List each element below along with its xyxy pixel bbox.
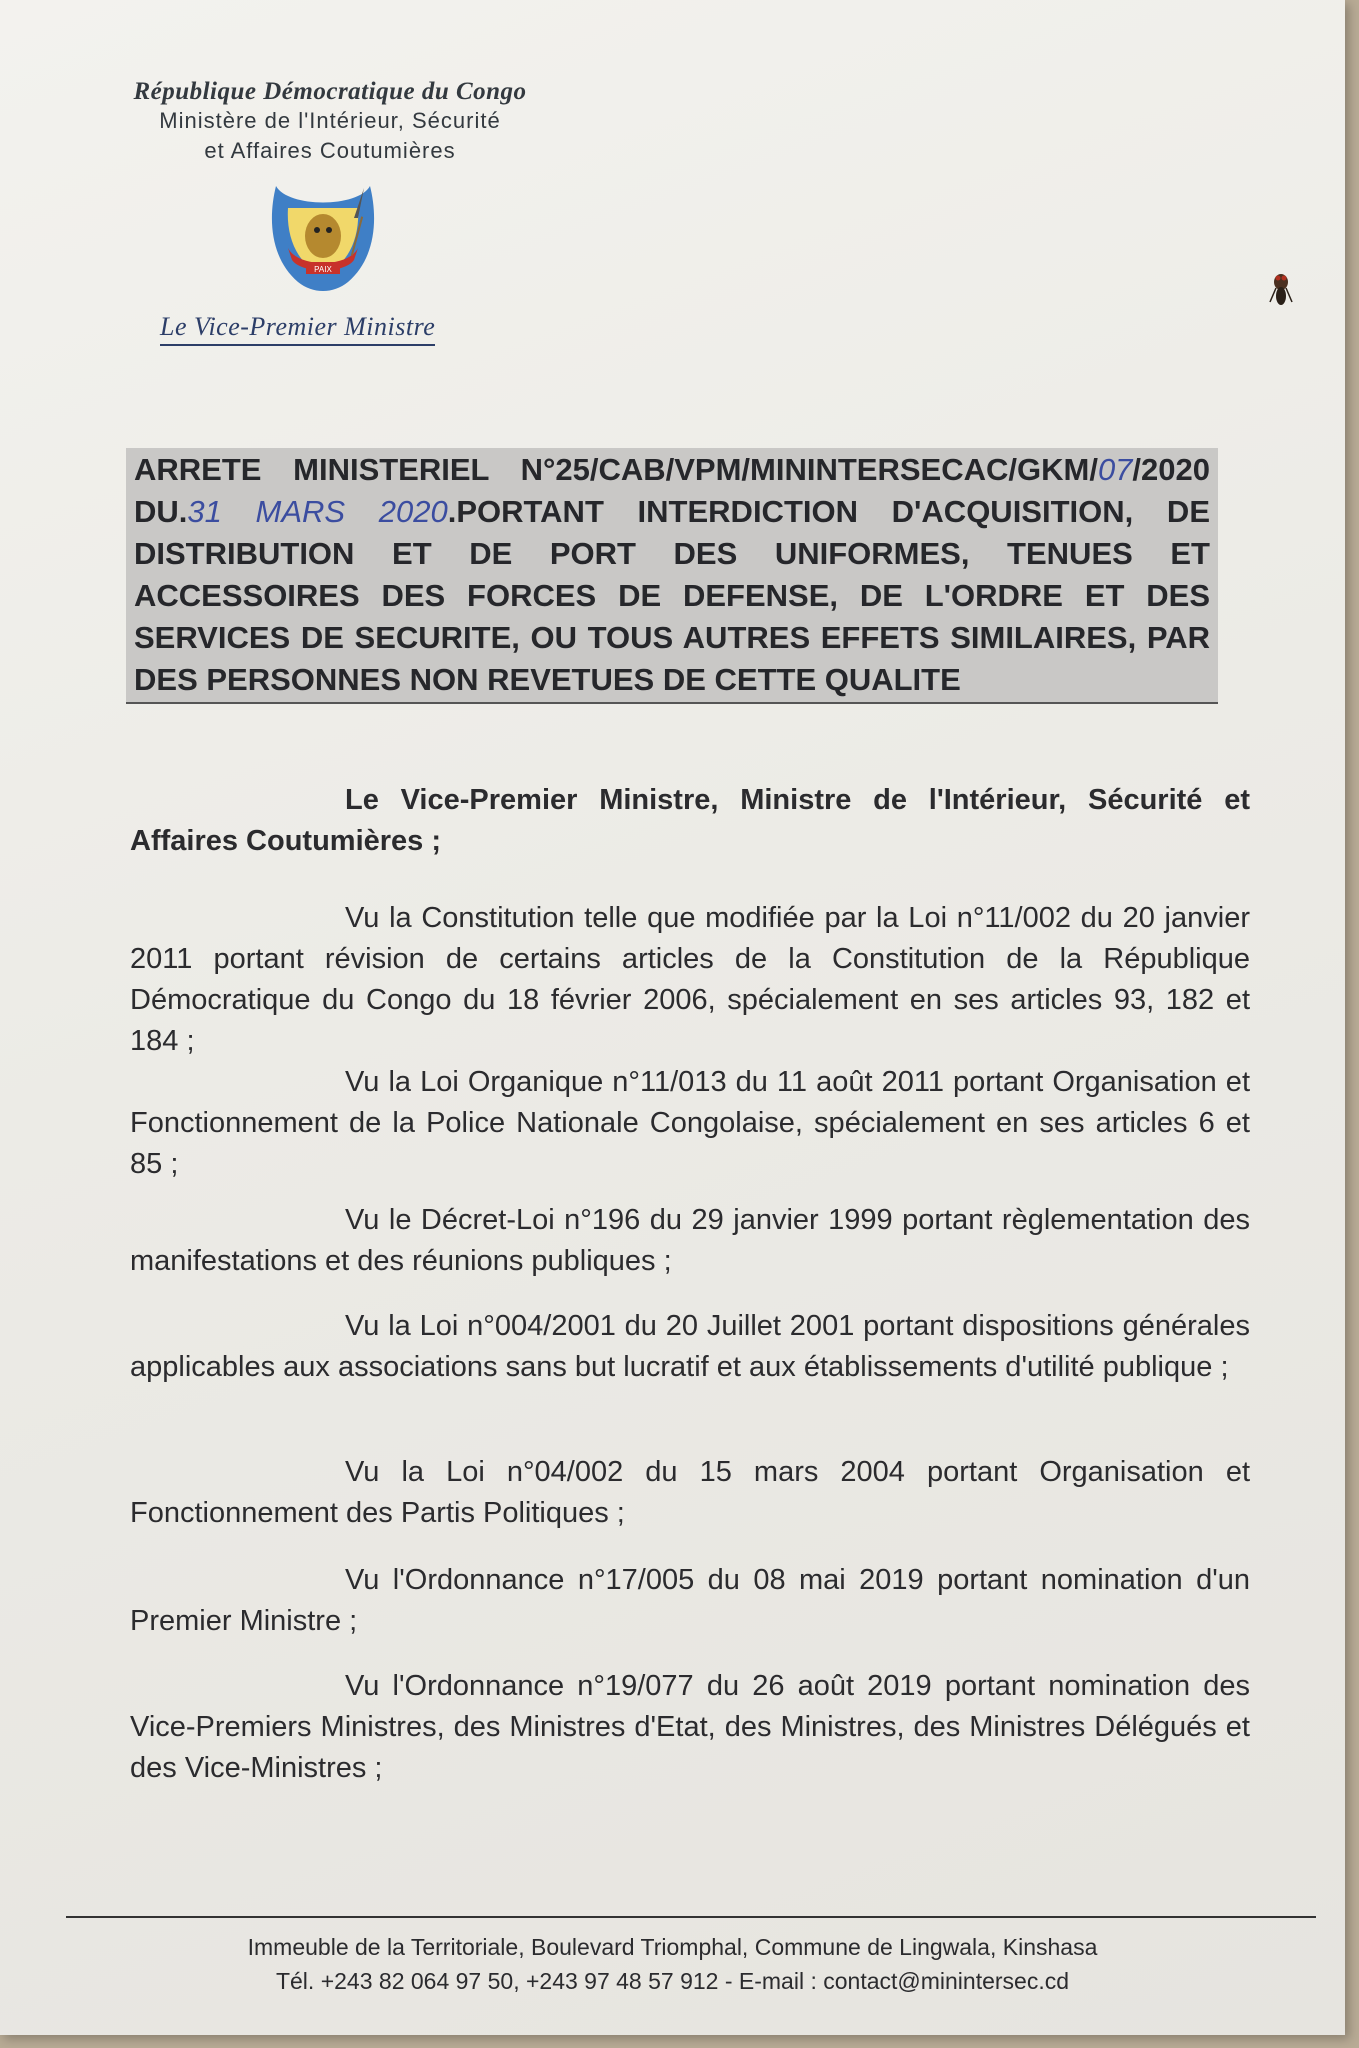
ministry-name-line2: et Affaires Coutumières [204, 138, 456, 163]
title-line-2-prefix: DU. [134, 494, 188, 529]
country-name: République Démocratique du Congo [133, 78, 527, 105]
title-line-6: DES PERSONNES NON REVETUES DE CETTE QUALITE [134, 662, 961, 697]
title-line-2 [134, 494, 1210, 530]
title-line-5: SERVICES DE SECURITE, OU TOUS AUTRES EFFETS SIMILAIRES, PAR [134, 620, 1210, 655]
consideration-constitution: Vu la Constitution telle que modifiée par la Loi n°11/002 du 20 janvier 2011 portant révision de certains articles de la Constitution de la République Démocratique du Congo du 18 février 2006, spécialement en ses articles 93, 182 et 184 ; [130, 902, 1250, 1057]
consideration-decret-loi: Vu le Décret-Loi n°196 du 29 janvier 1999 portant règlementation des manifestations et des réunions publiques ; [130, 1204, 1250, 1277]
footer-address: Immeuble de la Territoriale, Boulevard Triomphal, Commune de Lingwala, Kinshasa [247, 1934, 1098, 1960]
preamble: Le Vice-Premier Ministre, Ministre de l'Intérieur, Sécurité et Affaires Coutumières ; [130, 784, 1250, 857]
footer [0, 1930, 1345, 1998]
letterhead [100, 78, 560, 166]
stamped-date: 31 MARS 2020 [187, 494, 448, 529]
title-line-1 [134, 452, 1210, 488]
consideration-ordonnance-nominations: Vu l'Ordonnance n°19/077 du 26 août 2019 portant nomination des Vice-Premiers Ministres, des Ministres d'Etat, des Ministres, des Ministres Délégués et des Vice-Ministres ; [130, 1670, 1250, 1784]
title-line-1-suffix: /2020 [1132, 452, 1210, 487]
footer-contact: Tél. +243 82 064 97 50, +243 97 48 57 912 - E-mail : contact@minintersec.cd [275, 1968, 1070, 1994]
title-line-1-prefix: ARRETE MINISTERIEL N°25/CAB/VPM/MININTERSECAC/GKM/ [134, 452, 1098, 487]
vice-premier-ministre-title: Le Vice-Premier Ministre [160, 312, 435, 346]
consideration-loi-partis: Vu la Loi n°04/002 du 15 mars 2004 portant Organisation et Fonctionnement des Partis Politiques ; [130, 1456, 1250, 1529]
emblem-motto: PAIX [314, 265, 332, 274]
footer-divider [66, 1916, 1316, 1918]
title-line-4: ACCESSOIRES DES FORCES DE DEFENSE, DE L'ORDRE ET DES [134, 578, 1210, 613]
title-line-2-suffix: .PORTANT INTERDICTION D'ACQUISITION, DE [447, 494, 1210, 529]
title-line-3: DISTRIBUTION ET DE PORT DES UNIFORMES, TENUES ET [134, 536, 1210, 571]
coat-of-arms-icon [258, 178, 388, 298]
fly-icon [1268, 268, 1294, 312]
consideration-ordonnance-premier-ministre: Vu l'Ordonnance n°17/005 du 08 mai 2019 portant nomination d'un Premier Ministre ; [130, 1564, 1250, 1637]
handwritten-number: 07 [1097, 452, 1133, 487]
decree-title [126, 448, 1218, 704]
consideration-loi-associations: Vu la Loi n°004/2001 du 20 Juillet 2001 portant dispositions générales applicables aux associations sans but lucratif et aux établissements d'utilité publique ; [130, 1310, 1250, 1383]
consideration-loi-organique: Vu la Loi Organique n°11/013 du 11 août 2011 portant Organisation et Fonctionnement de la Police Nationale Congolaise, spécialement en ses articles 6 et 85 ; [130, 1066, 1250, 1180]
ministry-name-line1: Ministère de l'Intérieur, Sécurité [159, 108, 501, 133]
